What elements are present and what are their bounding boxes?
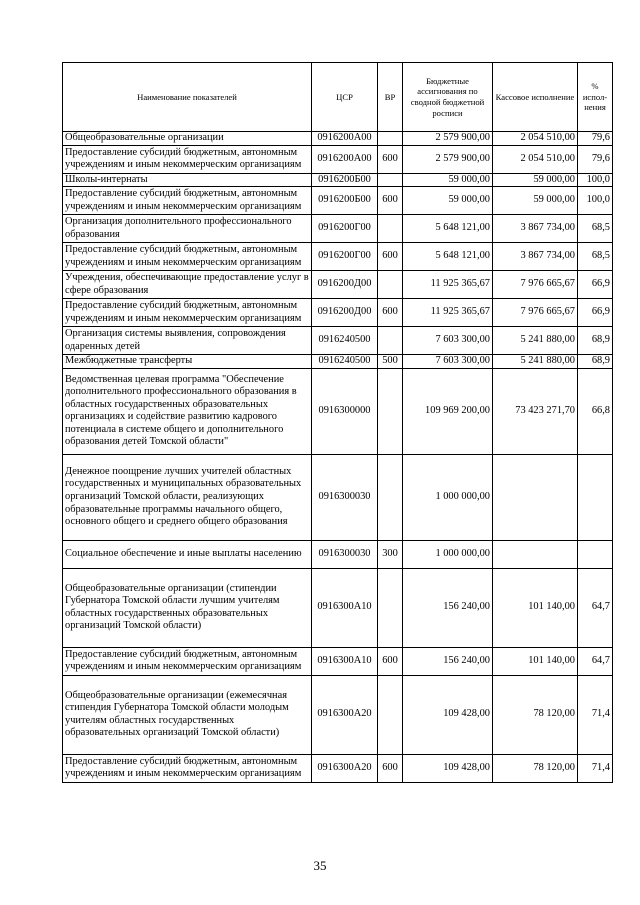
table-row <box>63 243 613 271</box>
cell-csr: 0916200Г00 <box>312 215 378 243</box>
cell-budget: 11 925 365,67 <box>403 271 493 299</box>
table-row <box>63 215 613 243</box>
cell-pct: 79,6 <box>578 132 613 146</box>
cell-cash: 5 241 880,00 <box>493 327 578 355</box>
cell-pct: 64,7 <box>578 647 613 675</box>
cell-cash <box>493 540 578 568</box>
cell-vr: 300 <box>378 540 403 568</box>
cell-pct: 68,5 <box>578 215 613 243</box>
cell-vr <box>378 327 403 355</box>
cell-name: Предоставление субсидий бюджетным, автономным учреждениям и иным некоммерческим организациям <box>63 754 312 782</box>
cell-csr: 0916300А10 <box>312 568 378 647</box>
cell-csr: 0916200Д00 <box>312 299 378 327</box>
cell-cash: 7 976 665,67 <box>493 299 578 327</box>
cell-csr: 0916300А10 <box>312 647 378 675</box>
header-cash: Кассовое исполнение <box>493 63 578 132</box>
cell-pct <box>578 454 613 540</box>
table-row <box>63 187 613 215</box>
table-row <box>63 540 613 568</box>
header-csr: ЦСР <box>312 63 378 132</box>
cell-pct: 79,6 <box>578 145 613 173</box>
cell-vr <box>378 271 403 299</box>
cell-vr <box>378 568 403 647</box>
cell-name: Предоставление субсидий бюджетным, автономным учреждениям и иным некоммерческим организациям <box>63 243 312 271</box>
table-row <box>63 647 613 675</box>
cell-name: Ведомственная целевая программа "Обеспечение дополнительного профессионального образования в областных государственных образовательных организациях и содействие развитию кадрового потенциала в системе общего и дополнительного образования детей Томской области" <box>63 368 312 454</box>
cell-name: Общеобразовательные организации <box>63 132 312 146</box>
cell-cash: 101 140,00 <box>493 568 578 647</box>
cell-vr: 500 <box>378 355 403 369</box>
cell-vr <box>378 173 403 187</box>
cell-cash: 3 867 734,00 <box>493 243 578 271</box>
cell-name: Межбюджетные трансферты <box>63 355 312 369</box>
table-row <box>63 355 613 369</box>
cell-cash: 2 054 510,00 <box>493 145 578 173</box>
cell-vr <box>378 675 403 754</box>
cell-vr: 600 <box>378 647 403 675</box>
page-number: 35 <box>313 858 327 873</box>
cell-csr: 0916300000 <box>312 368 378 454</box>
cell-name: Общеобразовательные организации (ежемесячная стипендия Губернатора Томской области молодым учителям областных государственных образовательных организаций Томской области) <box>63 675 312 754</box>
cell-budget: 7 603 300,00 <box>403 355 493 369</box>
cell-cash: 5 241 880,00 <box>493 355 578 369</box>
cell-csr: 0916300030 <box>312 454 378 540</box>
cell-csr: 0916200Д00 <box>312 271 378 299</box>
budget-execution-table <box>62 62 613 783</box>
cell-cash: 73 423 271,70 <box>493 368 578 454</box>
cell-csr: 0916240500 <box>312 355 378 369</box>
cell-csr: 0916200Г00 <box>312 243 378 271</box>
cell-name: Школы-интернаты <box>63 173 312 187</box>
cell-budget: 1 000 000,00 <box>403 454 493 540</box>
cell-cash: 101 140,00 <box>493 647 578 675</box>
cell-vr: 600 <box>378 299 403 327</box>
cell-pct: 68,5 <box>578 243 613 271</box>
table-row <box>63 271 613 299</box>
header-budget: Бюджетные ассигнования по сводной бюджетной росписи <box>403 63 493 132</box>
cell-name: Социальное обеспечение и иные выплаты населению <box>63 540 312 568</box>
cell-pct: 71,4 <box>578 754 613 782</box>
table-row <box>63 132 613 146</box>
cell-vr <box>378 454 403 540</box>
table-row <box>63 368 613 454</box>
cell-cash: 2 054 510,00 <box>493 132 578 146</box>
cell-cash: 59 000,00 <box>493 173 578 187</box>
table-row <box>63 568 613 647</box>
cell-budget: 59 000,00 <box>403 173 493 187</box>
cell-pct: 68,9 <box>578 355 613 369</box>
cell-budget: 5 648 121,00 <box>403 215 493 243</box>
table-row <box>63 299 613 327</box>
cell-name: Организация дополнительного профессионального образования <box>63 215 312 243</box>
cell-name: Предоставление субсидий бюджетным, автономным учреждениям и иным некоммерческим организациям <box>63 187 312 215</box>
cell-csr: 0916200А00 <box>312 145 378 173</box>
table-row <box>63 754 613 782</box>
cell-pct: 71,4 <box>578 675 613 754</box>
cell-budget: 5 648 121,00 <box>403 243 493 271</box>
cell-budget: 11 925 365,67 <box>403 299 493 327</box>
cell-name: Учреждения, обеспечивающие предоставление услуг в сфере образования <box>63 271 312 299</box>
table-header-row <box>63 63 613 132</box>
cell-vr: 600 <box>378 187 403 215</box>
cell-csr: 0916200Б00 <box>312 187 378 215</box>
cell-budget: 156 240,00 <box>403 568 493 647</box>
cell-csr: 0916300А20 <box>312 754 378 782</box>
header-name: Наименование показателей <box>63 63 312 132</box>
cell-name: Организация системы выявления, сопровождения одаренных детей <box>63 327 312 355</box>
header-vr: ВР <box>378 63 403 132</box>
cell-cash: 3 867 734,00 <box>493 215 578 243</box>
cell-cash: 59 000,00 <box>493 187 578 215</box>
table-row <box>63 173 613 187</box>
cell-vr: 600 <box>378 243 403 271</box>
cell-vr: 600 <box>378 145 403 173</box>
cell-vr <box>378 368 403 454</box>
cell-cash: 7 976 665,67 <box>493 271 578 299</box>
cell-csr: 0916300А20 <box>312 675 378 754</box>
cell-name: Предоставление субсидий бюджетным, автономным учреждениям и иным некоммерческим организациям <box>63 647 312 675</box>
cell-budget: 59 000,00 <box>403 187 493 215</box>
cell-pct: 66,9 <box>578 271 613 299</box>
cell-csr: 0916200Б00 <box>312 173 378 187</box>
cell-pct: 64,7 <box>578 568 613 647</box>
cell-pct: 100,0 <box>578 187 613 215</box>
cell-name: Предоставление субсидий бюджетным, автономным учреждениям и иным некоммерческим организациям <box>63 299 312 327</box>
table-row <box>63 454 613 540</box>
cell-csr: 0916200А00 <box>312 132 378 146</box>
cell-vr <box>378 215 403 243</box>
table-row <box>63 675 613 754</box>
cell-csr: 0916300030 <box>312 540 378 568</box>
cell-budget: 109 428,00 <box>403 675 493 754</box>
cell-vr: 600 <box>378 754 403 782</box>
cell-pct: 66,9 <box>578 299 613 327</box>
cell-cash <box>493 454 578 540</box>
cell-csr: 0916240500 <box>312 327 378 355</box>
cell-budget: 2 579 900,00 <box>403 145 493 173</box>
cell-vr <box>378 132 403 146</box>
cell-budget: 156 240,00 <box>403 647 493 675</box>
cell-pct: 66,8 <box>578 368 613 454</box>
cell-pct <box>578 540 613 568</box>
cell-budget: 2 579 900,00 <box>403 132 493 146</box>
cell-cash: 78 120,00 <box>493 675 578 754</box>
cell-budget: 1 000 000,00 <box>403 540 493 568</box>
cell-budget: 7 603 300,00 <box>403 327 493 355</box>
cell-budget: 109 428,00 <box>403 754 493 782</box>
cell-pct: 100,0 <box>578 173 613 187</box>
header-pct: % испол-нения <box>578 63 613 132</box>
cell-name: Общеобразовательные организации (стипендии Губернатора Томской области лучшим учителям областных государственных образовательных организаций Томской области) <box>63 568 312 647</box>
cell-budget: 109 969 200,00 <box>403 368 493 454</box>
cell-cash: 78 120,00 <box>493 754 578 782</box>
cell-name: Предоставление субсидий бюджетным, автономным учреждениям и иным некоммерческим организациям <box>63 145 312 173</box>
cell-name: Денежное поощрение лучших учителей областных государственных и муниципальных образовательных организаций Томской области, реализующих образовательные программы начального общего, основного общего и среднего общего образования <box>63 454 312 540</box>
table-row <box>63 327 613 355</box>
table-row <box>63 145 613 173</box>
cell-pct: 68,9 <box>578 327 613 355</box>
